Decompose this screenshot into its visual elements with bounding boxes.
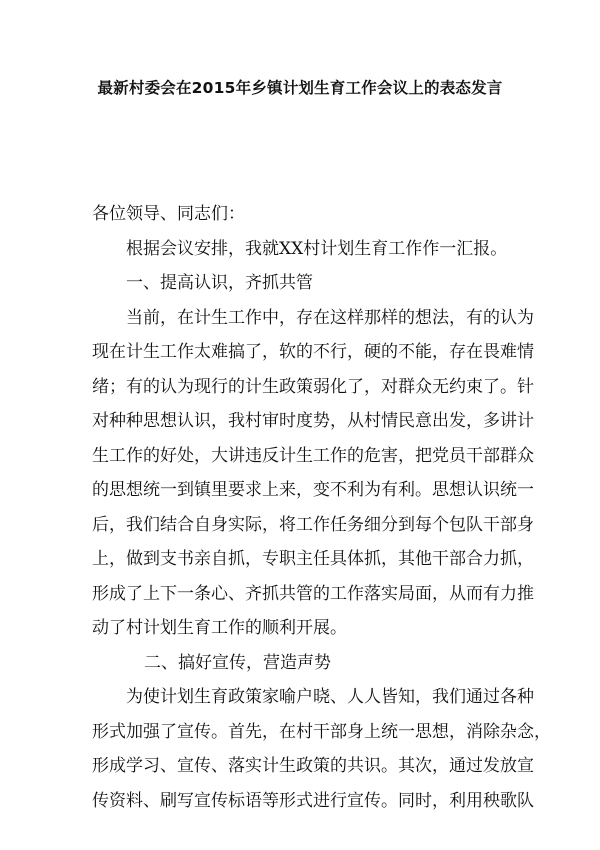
section-2-line: 形式加强了宣传。首先，在村干部身上统一思想，消除杂念， xyxy=(92,721,551,742)
section-1-line: 绪；有的认为现行的计生政策弱化了，对群众无约束了。针 xyxy=(92,376,534,397)
section-1-heading: 一、提高认识，齐抓共管 xyxy=(126,273,313,293)
section-1-line: 现在计生工作太难搞了，软的不行，硬的不能，存在畏难情 xyxy=(92,342,534,362)
document-body xyxy=(92,197,551,818)
section-1-line: 生工作的好处，大讲违反计生工作的危害，把党员干部群众 xyxy=(92,445,534,466)
section-1-line: 上，做到支书亲自抓，专职主任具体抓，其他干部合力抓， xyxy=(92,549,534,569)
section-1-line: 对种种思想认识，我村审时度势，从村情民意出发，多讲计 xyxy=(92,411,534,431)
section-2-line: 形成学习、宣传、落实计生政策的共识。其次，通过发放宣 xyxy=(92,756,534,776)
section-2-line: 为使计划生育政策家喻户晓、人人皆知，我们通过各种 xyxy=(126,687,534,707)
section-1-line: 的思想统一到镇里要求上来，变不利为有利。思想认识统一 xyxy=(92,480,534,500)
section-2-line: 传资料、刷写宣传标语等形式进行宣传。同时，利用秧歌队 xyxy=(92,790,534,811)
section-1-line: 形成了上下一条心、齐抓共管的工作落实局面，从而有力推 xyxy=(92,583,534,604)
intro-paragraph: 根据会议安排，我就XX村计划生育工作作一汇报。 xyxy=(126,238,508,259)
section-1-line: 后，我们结合自身实际，将工作任务细分到每个包队干部身 xyxy=(92,514,534,535)
section-2-heading: 二、搞好宣传，营造声势 xyxy=(144,652,331,673)
document-title: 最新村委会在2015年乡镇计划生育工作会议上的表态发言 xyxy=(97,79,503,97)
section-1-line: 当前，在计生工作中，存在这样那样的想法，有的认为 xyxy=(126,307,534,328)
section-1-line: 动了村计划生育工作的顺利开展。 xyxy=(92,618,347,638)
salutation: 各位领导、同志们： xyxy=(92,204,245,224)
